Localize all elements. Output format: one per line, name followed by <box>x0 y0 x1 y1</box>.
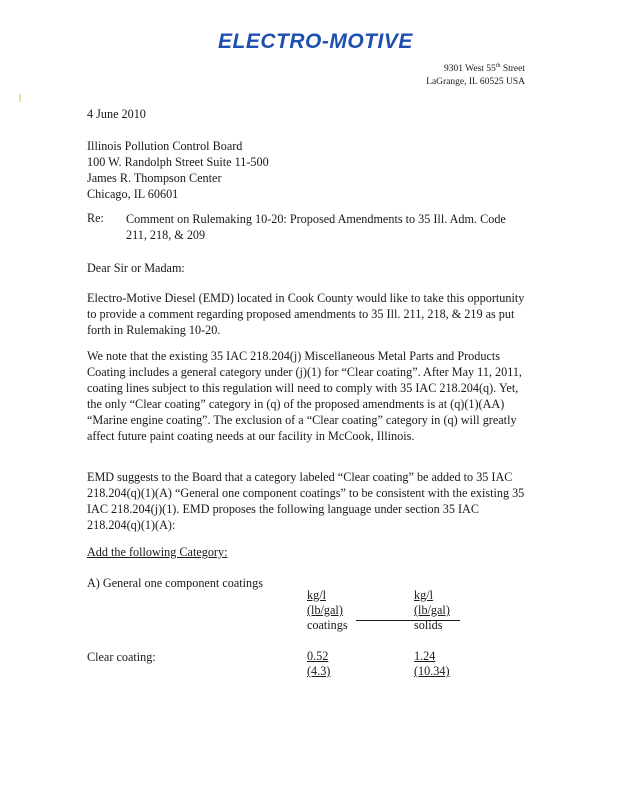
re-label: Re: <box>87 211 104 225</box>
header-rule <box>356 620 460 621</box>
solids-label: solids <box>414 618 443 632</box>
recipient-line-2: 100 W. Randolph Street Suite 11-500 <box>87 155 269 169</box>
recipient-line-1: Illinois Pollution Control Board <box>87 139 243 153</box>
clear-coating-label: Clear coating: <box>87 650 156 664</box>
add-category-heading: Add the following Category: <box>87 545 228 559</box>
paragraph-3: EMD suggests to the Board that a category labeled “Clear coating” be added to 35 IAC 218.204(q)(1)(A) “General one component coatings” to be consistent with the existing 35 IAC 218.204(j)(1). EMD proposes the following language under section 35 IAC 218.204(q)(1)(A): <box>87 470 525 532</box>
paragraph-1: Electro-Motive Diesel (EMD) located in Cook County would like to take this opportunity to provide a comment regarding proposed amendments to 35 Ill. 211, 218, & 219 as put forth in Rulemaking 10-20. <box>87 291 525 337</box>
coatings-column-header <box>307 588 348 633</box>
solids-values <box>414 649 450 679</box>
coatings-values <box>307 649 330 679</box>
address-line-1: 9301 West 55th Street <box>443 63 525 75</box>
category-heading: A) General one component coatings <box>87 576 263 590</box>
coatings-unit-metric: kg/l <box>307 588 326 602</box>
company-logo: ELECTRO-MOTIVE <box>218 30 413 53</box>
re-subject: Comment on Rulemaking 10-20: Proposed Amendments to 35 Ill. Adm. Code 211, 218, & 209 <box>126 212 506 242</box>
return-address <box>426 60 525 89</box>
letter-date: 4 June 2010 <box>87 107 146 121</box>
margin-speck <box>19 94 21 102</box>
recipient-line-4: Chicago, IL 60601 <box>87 187 179 201</box>
solids-value-imperial: (10.34) <box>414 664 450 678</box>
paragraph-2: We note that the existing 35 IAC 218.204(j) Miscellaneous Metal Parts and Products Coating includes a general category under (j)(1) for “Clear coating”. After May 11, 2011, coating lines subject to this regulation will need to comply with 35 IAC 218.204(q). Yet, the only “Clear coating” category in (q) of the proposed amendments is at (q)(1)(AA) “Marine engine coating”. The exclusion of a “Clear coating” category in (q) will greatly affect future paint coating needs at our facility in McCook, Illinois. <box>87 349 522 443</box>
coatings-value-imperial: (4.3) <box>307 664 331 678</box>
address-line-2: LaGrange, IL 60525 USA <box>426 77 525 88</box>
salutation: Dear Sir or Madam: <box>87 261 185 275</box>
coatings-label: coatings <box>307 618 348 632</box>
coatings-unit-imperial: (lb/gal) <box>307 603 343 617</box>
coatings-value-metric: 0.52 <box>307 649 329 663</box>
recipient-address <box>87 138 269 202</box>
recipient-line-3: James R. Thompson Center <box>87 171 222 185</box>
solids-unit-imperial: (lb/gal) <box>414 603 450 617</box>
solids-column-header <box>414 588 450 633</box>
solids-value-metric: 1.24 <box>414 649 436 663</box>
solids-unit-metric: kg/l <box>414 588 433 602</box>
